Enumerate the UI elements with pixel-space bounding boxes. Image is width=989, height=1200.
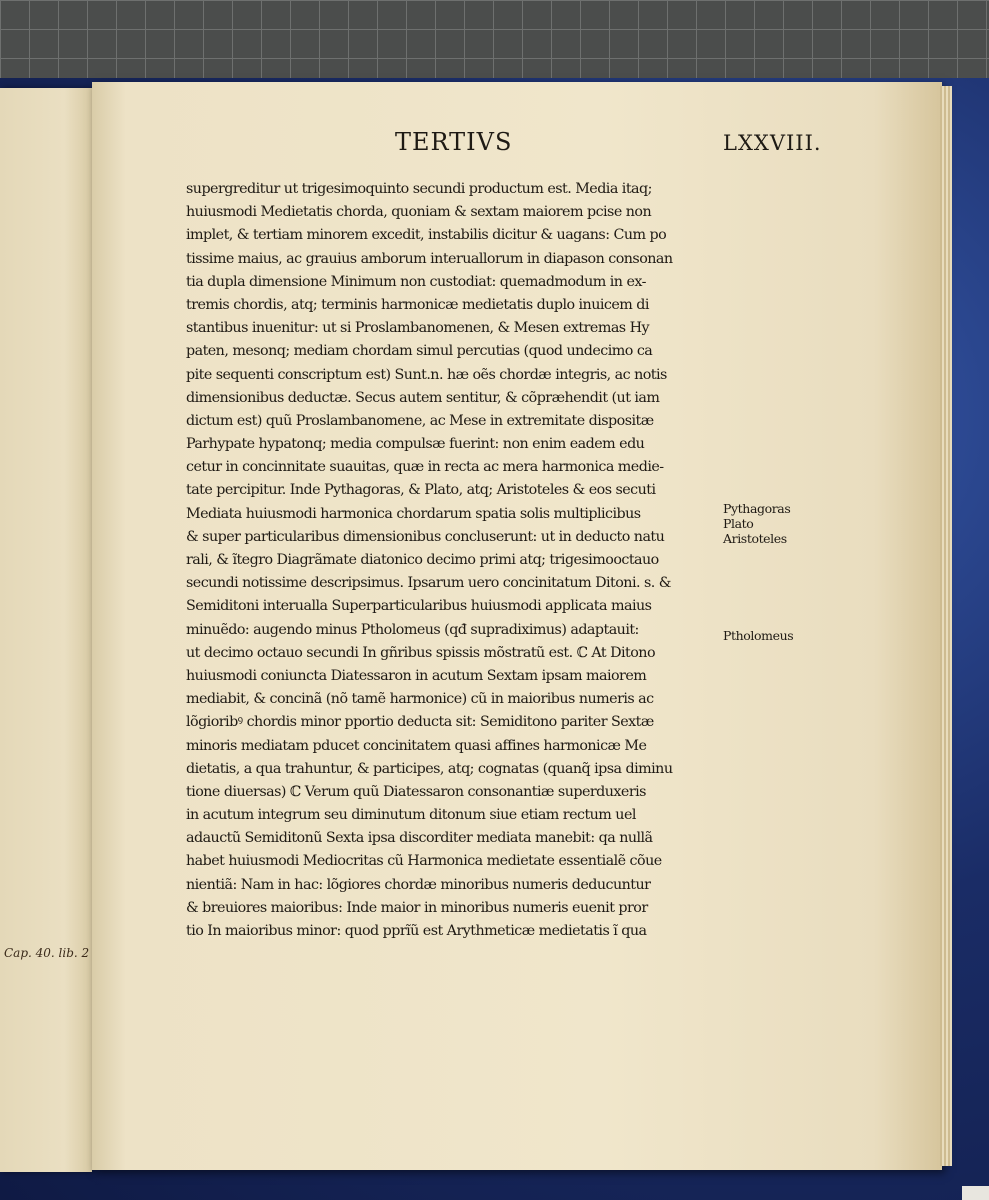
text-line: minuẽdo: augendo minus Ptholomeus (qđ supradiximus) adaptauit: <box>186 621 639 638</box>
text-line: lõgioribꝰ chordis minor pportio deducta sit: Semiditono pariter Sextæ <box>186 714 654 731</box>
text-line: Parhypate hypatonq; media compulsæ fuerint: non enim eadem edu <box>186 436 645 453</box>
text-line: dimensionibus deductæ. Secus autem sentitur, & cõpræhendit (ut iam <box>186 389 660 406</box>
text-line: tio In maioribus minor: quod pprĩũ est Arythmeticæ medietatis ĩ qua <box>186 923 647 939</box>
sidenote-philosophers <box>723 501 790 546</box>
text-line: tate percipitur. Inde Pythagoras, & Plato, atq; Aristoteles & eos secuti <box>186 482 656 499</box>
text-line: paten, mesonq; mediam chordam simul percutias (quod undecimo ca <box>186 343 653 360</box>
sidenote-ptholomeus: Ptholomeus <box>723 628 794 643</box>
page-edge <box>940 86 952 1166</box>
text-line: supergreditur ut trigesimoquinto secundi productum est. Media itaq; <box>186 181 652 197</box>
text-line: mediabit, & concinã (nõ tamẽ harmonice) cũ in maioribus numeris ac <box>186 691 654 708</box>
text-line: ut decimo octauo secundi In gñribus spissis mõstratũ est. ℂ At Ditono <box>186 644 656 661</box>
scale-ruler <box>962 1186 989 1200</box>
text-line: & super particularibus dimensionibus concluserunt: ut in deducto natu <box>186 528 665 545</box>
text-line: in acutum integrum seu diminutum ditonum siue etiam rectum uel <box>186 807 636 824</box>
text-line: tione diuersas) ℂ Verum quũ Diatessaron consonantiæ superduxeris <box>186 783 646 800</box>
text-line: minoris mediatam pducet concinitatem quasi affines harmonicæ Me <box>186 737 647 754</box>
text-line: cetur in concinnitate suauitas, quæ in recta ac mera harmonica medie- <box>186 459 664 476</box>
text-line: secundi notissime descripsimus. Ipsarum uero concinitatum Ditoni. s. & <box>186 575 671 592</box>
text-line: stantibus inuenitur: ut si Proslambanomenen, & Mesen extremas Hy <box>186 320 650 337</box>
text-line: tia dupla dimensione Minimum non custodiat: quemadmodum in ex- <box>186 273 646 290</box>
text-line: dietatis, a qua trahuntur, & participes, atq; cognatas (quanq̃ ipsa diminu <box>186 760 673 777</box>
folio-number: LXXVIII. <box>723 131 822 155</box>
left-page <box>0 88 92 1172</box>
running-head-title: TERTIVS <box>395 128 513 156</box>
text-line: dictum est) quũ Proslambanomene, ac Mese in extremitate dispositæ <box>186 412 654 429</box>
body-text <box>186 178 726 943</box>
text-line: tremis chordis, atq; terminis harmonicæ medietatis duplo inuicem di <box>186 296 649 313</box>
sidenote-pythagoras: Pythagoras <box>723 501 791 516</box>
text-line: huiusmodi Medietatis chorda, quoniam & sextam maiorem pcise non <box>186 204 652 221</box>
text-line: Semiditoni interualla Superparticularibus huiusmodi applicata maius <box>186 598 652 615</box>
text-line: tissime maius, ac grauius amborum interuallorum in diapason consonan <box>186 250 673 267</box>
sidenote-aristoteles: Aristoteles <box>723 531 787 546</box>
text-line: Mediata huiusmodi harmonica chordarum spatia solis multiplicibus <box>186 505 641 522</box>
sidenote-plato: Plato <box>723 516 754 531</box>
text-line: pite sequenti conscriptum est) Sunt.n. hæ oẽs chordæ integris, ac notis <box>186 366 667 383</box>
text-line: huiusmodi coniuncta Diatessaron in acutum Sextam ipsam maiorem <box>186 667 647 684</box>
text-line: implet, & tertiam minorem excedit, instabilis dicitur & uagans: Cum po <box>186 227 667 244</box>
text-line: habet huiusmodi Mediocritas cũ Harmonica medietate essentialẽ cõue <box>186 853 662 870</box>
margin-note: Cap. 40. lib. 2 <box>4 946 90 960</box>
text-line: adauctũ Semiditonũ Sexta ipsa discorditer mediata manebit: qa nullã <box>186 830 653 847</box>
text-line: & breuiores maioribus: Inde maior in minoribus numeris euenit pror <box>186 899 648 916</box>
text-line: nientiã: Nam in hac: lõgiores chordæ minoribus numeris deducuntur <box>186 876 651 893</box>
text-line: rali, & ĩtegro Diagrãmate diatonico decimo primi atq; trigesimooctauo <box>186 552 659 568</box>
